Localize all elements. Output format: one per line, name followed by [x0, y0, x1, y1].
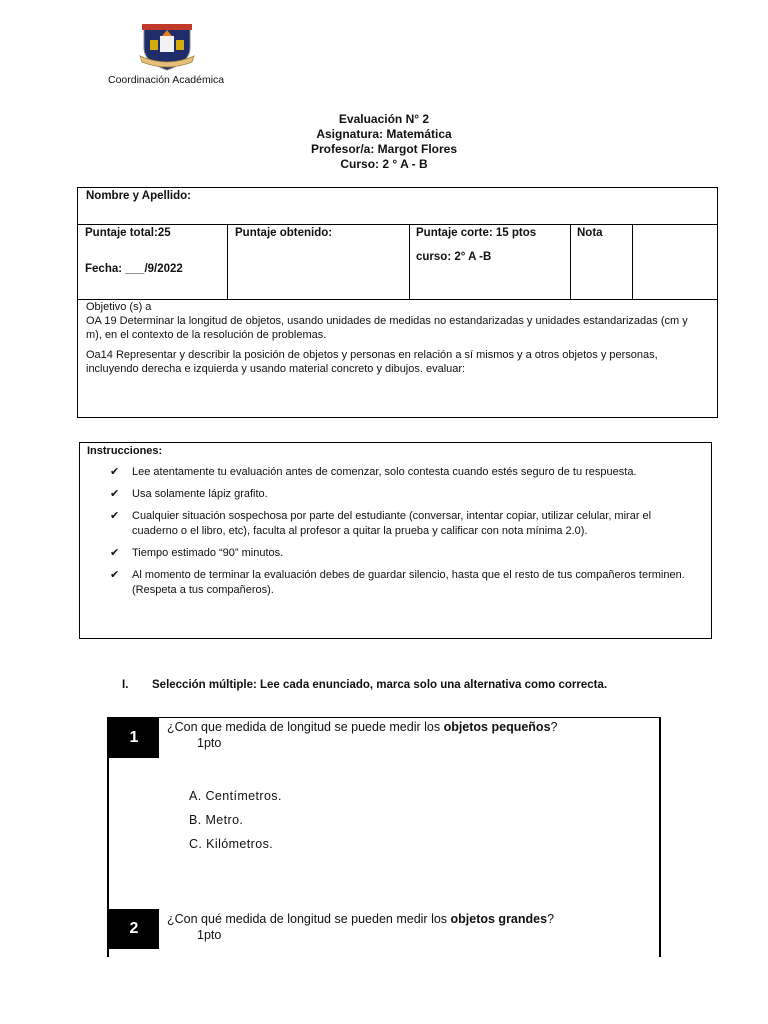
course-label: Curso: 2 ° A - B	[340, 157, 428, 171]
checkmark-icon: ✔	[110, 488, 120, 500]
option-a[interactable]: A. Centímetros.	[189, 789, 282, 803]
coordination-label: Coordinación Académica	[108, 74, 225, 86]
question-number-badge: 1	[109, 718, 159, 758]
teacher-label: Profesor/a: Margot Flores	[310, 142, 458, 156]
subject-label: Asignatura: Matemática	[316, 127, 452, 141]
section-text: Selección múltiple: Lee cada enunciado, marca solo una alternativa como correcta.	[152, 679, 608, 691]
option-c[interactable]: C. Kilómetros.	[189, 837, 274, 851]
obtained-score-cell[interactable]	[228, 225, 410, 299]
question-1-options	[189, 784, 282, 856]
checkmark-icon: ✔	[110, 466, 120, 478]
list-item: ✔ Usa solamente lápiz grafito.	[110, 488, 268, 500]
score-row	[78, 225, 717, 300]
exam-header	[0, 112, 768, 172]
instructions-box	[79, 442, 712, 639]
objectives-section	[86, 300, 706, 382]
question-1-points: 1pto	[197, 736, 222, 750]
checkmark-icon: ✔	[110, 510, 120, 522]
checkmark-icon: ✔	[110, 569, 120, 581]
grade-label-cell	[571, 225, 633, 299]
instructions-title: Instrucciones:	[87, 445, 163, 457]
instructions-list	[110, 465, 700, 605]
list-item: ✔ Cualquier situación sospechosa por parte del estudiante (conversar, intentar copiar, utilizar celular, mirar el cuaderno o el libro, etc), faculta al profesor a quitar la prueba y calificar con nota mínima 2.0).	[110, 510, 652, 537]
objective-oa14: Oa14 Representar y describir la posición de objetos y personas en relación a sí mismos y a otros objetos y personas, incluyendo derecha e izquierda y usando material concreto y dibujos. evaluar:	[86, 349, 658, 375]
school-crest-icon	[136, 22, 198, 72]
question-2-text: ¿Con qué medida de longitud se pueden medir los objetos grandes? 1pto	[167, 912, 555, 942]
total-score-label: Puntaje total:25	[85, 227, 171, 239]
name-row	[78, 188, 717, 225]
cutoff-score-label: Puntaje corte: 15 ptos	[416, 227, 537, 239]
obtained-score-label: Puntaje obtenido:	[235, 227, 333, 239]
objective-oa19: OA 19 Determinar la longitud de objetos, usando unidades de medidas no estandarizadas y unidades estandarizadas (cm y m), en el contexto de la resolución de problemas.	[86, 315, 688, 341]
cutoff-course-label: curso: 2° A -B	[416, 251, 492, 263]
question-number-badge: 2	[109, 909, 159, 949]
questions-box	[107, 717, 661, 957]
list-item: ✔ Al momento de terminar la evaluación debes de guardar silencio, hasta que el resto de tus compañeros terminen. (Respeta a tus compañeros).	[110, 569, 685, 596]
name-field[interactable]: Nombre y Apellido:	[86, 190, 191, 202]
checkmark-icon: ✔	[110, 547, 120, 559]
exam-title: Evaluación N° 2	[338, 112, 430, 126]
date-field[interactable]: Fecha: ___/9/2022	[85, 263, 183, 275]
grade-label: Nota	[577, 227, 603, 239]
option-b[interactable]: B. Metro.	[189, 813, 244, 827]
student-info-table	[77, 187, 718, 418]
section-heading	[122, 677, 642, 711]
total-score-cell	[78, 225, 228, 299]
grade-value-cell[interactable]	[633, 225, 717, 299]
question-2-points: 1pto	[197, 928, 222, 942]
objectives-title: Objetivo (s) a	[86, 301, 152, 313]
section-number: I.	[122, 679, 129, 691]
cutoff-score-cell	[410, 225, 571, 299]
list-item: ✔ Lee atentamente tu evaluación antes de comenzar, solo contesta cuando estés seguro de tu respuesta.	[110, 466, 637, 478]
question-1-text: ¿Con que medida de longitud se puede medir los objetos pequeños? 1pto	[167, 720, 558, 750]
list-item: ✔ Tiempo estimado “90” minutos.	[110, 547, 284, 559]
